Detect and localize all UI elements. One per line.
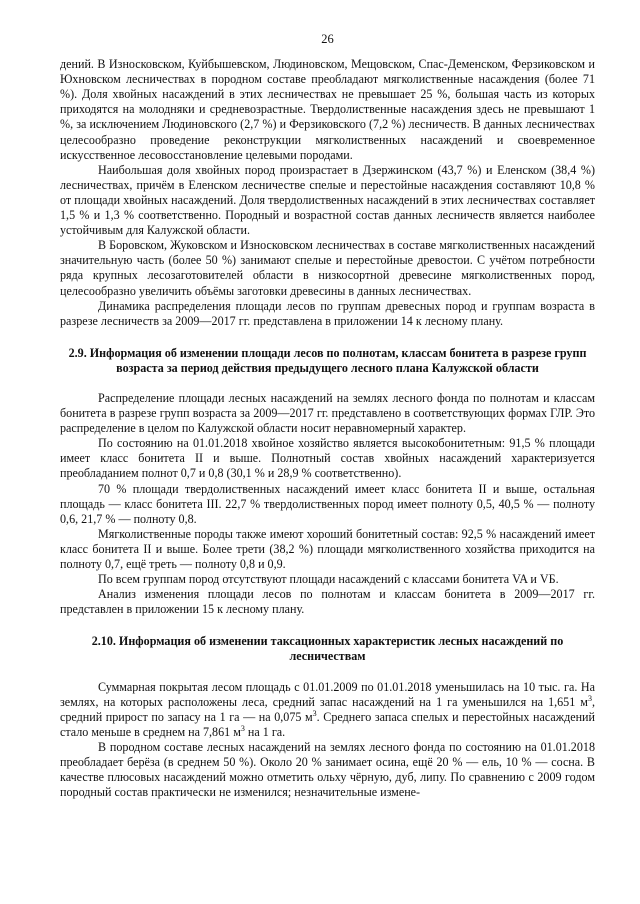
paragraph: По состоянию на 01.01.2018 хвойное хозяйство является высокобонитетным: 91,5 % площади имеет класс бонитета II и выше. Полнотный состав хвойных насаждений характеризуется преобладанием полнот 0,7 и 0,8 (30,1 % и 28,9 % соответственно). bbox=[60, 436, 595, 481]
section-heading-2-9: 2.9. Информация об изменении площади лесов по полнотам, классам бонитета в разрезе групп возраста за период действия предыдущего лесного плана Калужской области bbox=[68, 345, 587, 375]
paragraph: Распределение площади лесных насаждений на землях лесного фонда по полнотам и классам бонитета в разрезе групп возраста за 2009—2017 гг. представлено в соответствующих формах ГЛР. Это распределение в целом по Калужской области носит неравномерный характер. bbox=[60, 390, 595, 436]
paragraph: Анализ изменения площади лесов по полнотам и классам бонитета в 2009—2017 гг. представлен в приложении 15 к лесному плану. bbox=[60, 587, 595, 617]
superscript: 3 bbox=[587, 693, 592, 703]
paragraph: Наибольшая доля хвойных пород произрастает в Дзержинском (43,7 %) и Еленском (38,4 %) лесничествах, причём в Еленском лесничестве спелые и перестойные насаждения составляют 10,8 % от площади хвойных насаждений. Доля твердолиственных насаждений в этих лесничествах составляет 1,5 % и 1,3 % соответственно. Породный и возрастной состав данных лесничеств является наиболее устойчивым для Калужской области. bbox=[60, 162, 595, 238]
text-run: на 1 га. bbox=[244, 724, 286, 739]
text-run: . Среднего запаса спелых и перестойных насаждений стало меньше в среднем на 7,861 м bbox=[60, 709, 596, 739]
paragraph: 70 % площади твердолиственных насаждений имеет класс бонитета II и выше, остальная площадь — класс бонитета III. 22,7 % твердолиственных пород имеет полноту 0,5, 40,5 % — полноту 0,6, 21,7 % — полноту 0,8. bbox=[60, 481, 595, 526]
paragraph: По всем группам пород отсутствуют площади насаждений с классами бонитета VA и VБ. bbox=[98, 572, 559, 587]
paragraph-continued: дений. В Износковском, Куйбышевском, Людиновском, Мещовском, Спас-Деменском, Ферзиковском и Юхновском лесничествах в породном составе преобладают мягколиственные насаждения (более 71 %). Доля хвойных насаждений в этих лесничествах не превышает 25 %, большая часть из которых приходятся на молодняки и средневозрастные. Твердолиственные насаждения здесь не превышают 1 %, за исключением Людиновского (2,7 %) и Ферзиковского (7,2 %) лесничеств. В данных лесничествах целесообразно проведение реконструкции мягколиственных насаждений и своевременное искусственное лесовосстановление целевыми породами. bbox=[60, 57, 595, 162]
paragraph: Мягколиственные породы также имеют хороший бонитетный состав: 92,5 % насаждений имеет класс бонитета II и выше. Более трети (38,2 %) площади мягколиственного хозяйства приходится на полноту 0,7, ещё треть — полноту 0,8 и 0,9. bbox=[60, 526, 595, 571]
text-run: Суммарная покрытая лесом площадь с 01.01.2009 по 01.01.2018 уменьшилась на 10 тыс. га. На землях, на которых расположены леса, средний запас насаждений на 1 га уменьшился на 1,651 м bbox=[60, 679, 595, 709]
paragraph: В Боровском, Жуковском и Износковском лесничествах в составе мягколиственных насаждений значительную часть (более 50 %) занимают спелые и перестойные древостои. С учётом потребности ряда крупных лесозаготовителей области в низкосортной древесине мягколиственных пород, целесообразно увеличить объёмы заготовки древесины в данных лесничествах. bbox=[60, 238, 595, 298]
text-run: , средний прирост по запасу на 1 га — на 0,075 м bbox=[60, 694, 595, 724]
section-heading-2-10: 2.10. Информация об изменении таксационных характеристик лесных насаждений по лесничествам bbox=[91, 634, 564, 664]
paragraph: Динамика распределения площади лесов по группам древесных пород и группам возраста в разрезе лесничеств за 2009—2017 гг. представлена в приложении 14 к лесному плану. bbox=[60, 298, 595, 328]
superscript: 3 bbox=[312, 708, 317, 718]
page-number: 26 bbox=[321, 32, 334, 46]
document-page bbox=[60, 32, 595, 800]
paragraph: В породном составе лесных насаждений на землях лесного фонда по состоянию на 01.01.2018 преобладает берёза (в среднем 50 %). Около 20 % занимает осина, ещё 20 % — ель, 10 % — сосна. В качестве плюсовых насаждений можно отметить ольху чёрную, дуб, липу. По сравнению с 2009 годом породный состав практически не изменился; незначительные измене- bbox=[60, 739, 595, 800]
paragraph-with-units bbox=[60, 680, 595, 740]
superscript: 3 bbox=[240, 723, 245, 733]
